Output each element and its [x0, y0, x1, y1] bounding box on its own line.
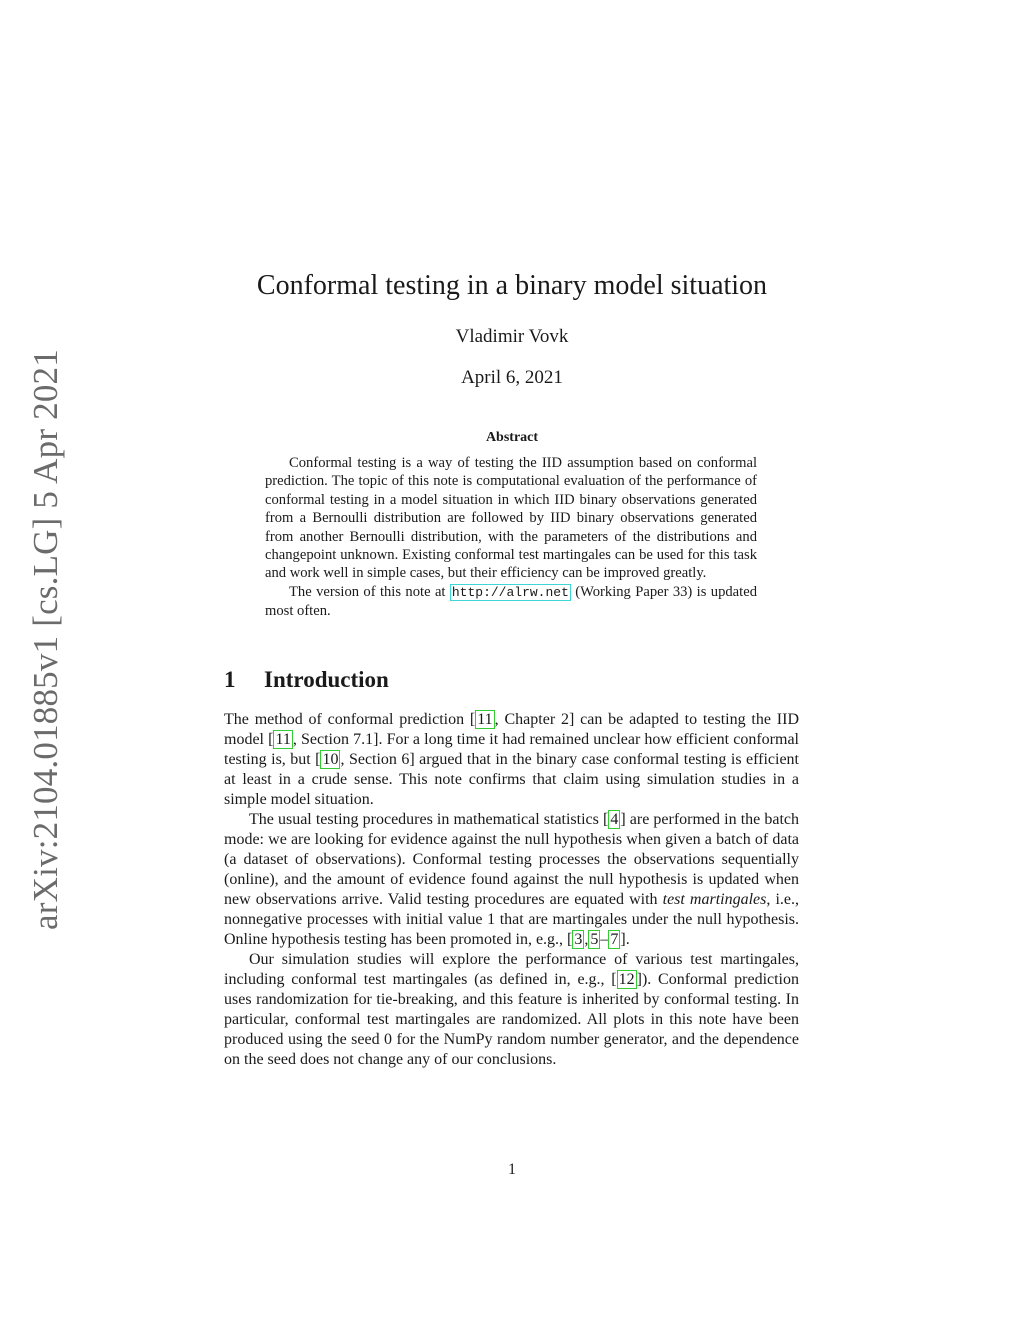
body-text: ].	[620, 931, 630, 948]
body-text: , i.e., nonnegative processes with initial value 1 that are martingales under the null hypothesis. Online hypothesis testing has been promoted in, e.g., [	[224, 891, 800, 948]
citation-link[interactable]: 11	[275, 731, 291, 748]
abstract-paragraph	[265, 583, 757, 621]
body-paragraph	[224, 950, 799, 1070]
citation-link[interactable]: 10	[322, 751, 339, 768]
section-title: Introduction	[264, 667, 389, 692]
arxiv-identifier: arXiv:2104.01885v1 [cs.LG] 5 Apr 2021	[26, 349, 65, 930]
citation-link[interactable]: 5	[590, 931, 599, 948]
body-text: The usual testing procedures in mathematical statistics [	[249, 811, 609, 828]
body-text: Our simulation studies will explore the performance of various test martingales, including conformal test martingales (as defined in, e.g., [	[224, 951, 799, 988]
abstract-text: (Working Paper 33) is updated most often.	[265, 583, 757, 620]
citation-separator: ,	[584, 931, 589, 948]
body-text: The method of conformal prediction [	[224, 711, 476, 728]
citation-link[interactable]: 12	[618, 971, 635, 988]
abstract-text: The version of this note at	[289, 583, 450, 600]
citation-link[interactable]: 3	[574, 931, 583, 948]
citation-link[interactable]: 11	[477, 711, 493, 728]
abstract-body	[265, 454, 757, 621]
body-text: , Section 7.1]. For a long time it had remained unclear how efficient conformal testing is, but [	[224, 731, 799, 768]
section-body	[224, 710, 799, 1070]
page-number: 1	[508, 1161, 516, 1178]
citation-link[interactable]: 7	[610, 931, 619, 948]
section-heading	[224, 667, 389, 693]
body-paragraph	[224, 810, 799, 950]
emphasized-term: test martingales	[662, 891, 767, 908]
paper-date: April 6, 2021	[461, 367, 563, 388]
body-text: , Chapter 2] can be adapted to testing the IID model [	[224, 711, 799, 748]
citation-separator: –	[600, 931, 609, 948]
section-number: 1	[224, 667, 236, 692]
body-paragraph	[224, 710, 799, 810]
arxiv-sidebar	[26, 349, 65, 930]
body-text: ]). Conformal prediction uses randomization for tie-breaking, and this feature is inherited by conformal testing. In particular, conformal test martingales are randomized. All plots in this note have been produced using the seed 0 for the NumPy random number generator, and the dependence on the seed does not change any of our conclusions.	[224, 971, 800, 1068]
paper-author: Vladimir Vovk	[455, 326, 569, 347]
body-text: , Section 6] argued that in the binary case conformal testing is efficient at least in a crude sense. This note confirms that claim using simulation studies in a simple model situation.	[224, 751, 800, 808]
body-text: ] are performed in the batch mode: we are looking for evidence against the null hypothesis when given a batch of data (a dataset of observations). Conformal testing processes the observations sequentially (online), and the amount of evidence found against the null hypothesis is updated when new observations arrive. Valid testing procedures are equated with	[224, 811, 800, 908]
abstract-heading: Abstract	[485, 430, 539, 445]
abstract-paragraph: Conformal testing is a way of testing the IID assumption based on conformal prediction. The topic of this note is computational evaluation of the performance of conformal testing in a model situation in which IID binary observations generated from a Bernoulli distribution are followed by IID binary observations generated from another Bernoulli distribution, with the parameters of the distributions and changepoint unknown. Existing conformal test martingales can be used for this task and work well in simple cases, but their efficiency can be improved greatly.	[265, 455, 757, 582]
paper-title: Conformal testing in a binary model situation	[256, 270, 768, 301]
citation-link[interactable]: 4	[610, 811, 619, 828]
url-link[interactable]: http://alrw.net	[451, 584, 569, 600]
